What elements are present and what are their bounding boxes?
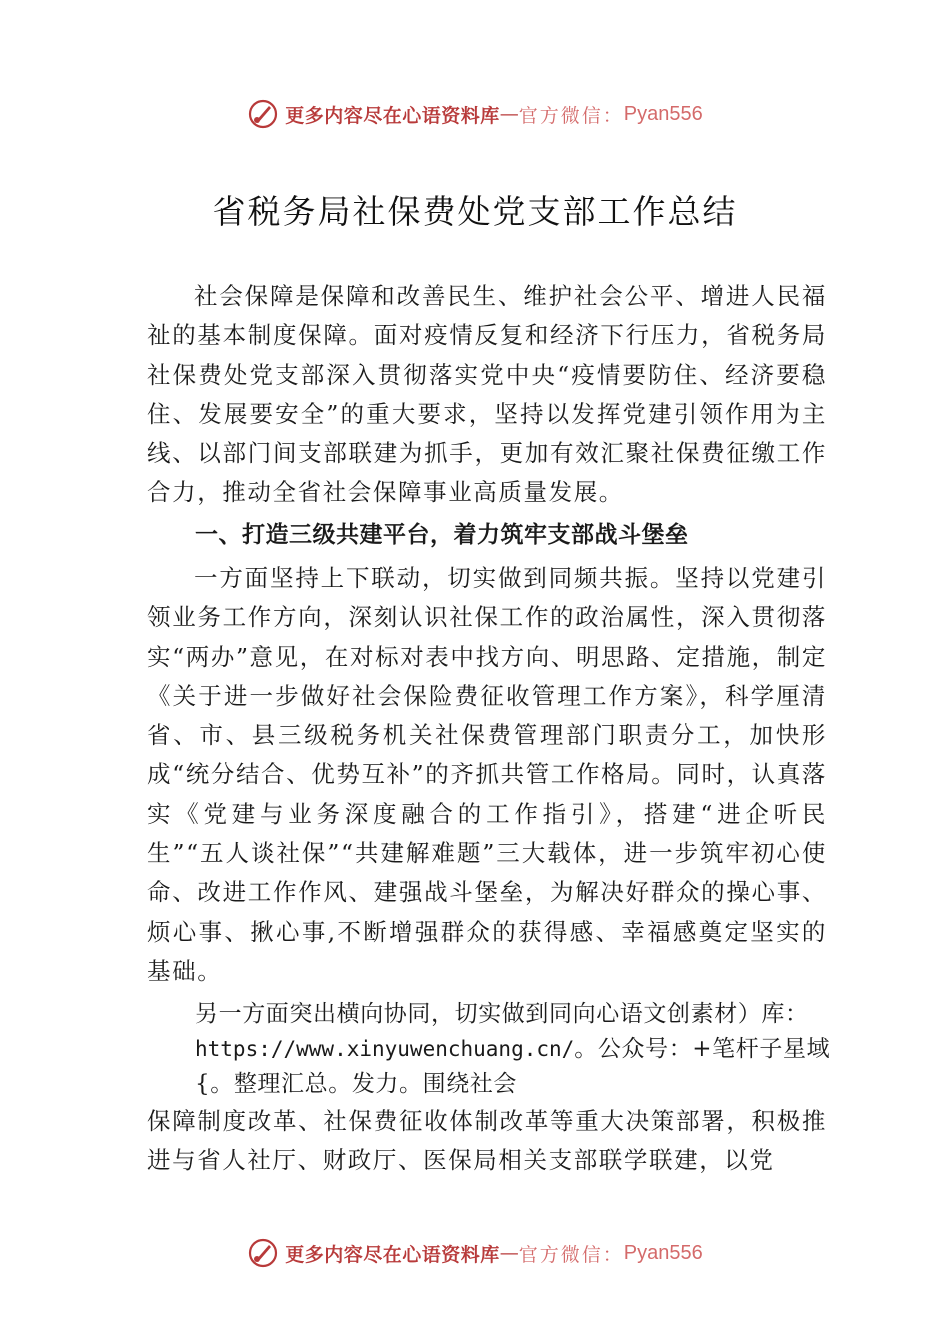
brush-seal-icon (247, 1237, 279, 1269)
footer-watermark-banner (0, 1233, 950, 1273)
paragraph-horizontal-prefix: 另一方面突出横向协同，切实做到同向心语文创素材）库： (195, 1001, 809, 1027)
paragraph-intro (147, 277, 827, 513)
banner-wechat-id: Pyan556 (623, 1241, 703, 1264)
banner-dash: — (499, 103, 519, 125)
paragraph-continuation (147, 1102, 827, 1181)
banner-dash: — (499, 1242, 519, 1264)
brush-seal-icon (247, 98, 279, 130)
section-heading-1: 一、打造三级共建平台，着力筑牢支部战斗堡垒 (195, 522, 689, 548)
paragraph-horizontal-coordination (195, 997, 855, 1102)
paragraph-continuation-text: 保障制度改革、社保费征收体制改革等重大决策部署，积极推进与省人社厅、财政厅、医保局相关支部联学联建，以党 (147, 1107, 827, 1175)
source-url-link[interactable]: https://www.xinyuwenchuang.cn/ (195, 1037, 575, 1061)
document-title: 省税务局社保费处党支部工作总结 (212, 192, 738, 231)
paragraph-horizontal-suffix: 。公众号：+笔杆子星域{。整理汇总。发力。围绕社会 (195, 1036, 831, 1097)
banner-main-text: 更多内容尽在心语资料库 (285, 1243, 500, 1266)
header-watermark-banner (0, 94, 950, 134)
paragraph-intro-text: 社会保障是保障和改善民生、维护社会公平、增进人民福祉的基本制度保障。面对疫情反复和经济下行压力，省税务局社保费处党支部深入贯彻落实党中央“疫情要防住、经济要稳住、发展要安全”的重大要求，坚持以发挥党建引领作用为主线、以部门间支部联建为抓手，更加有效汇聚社保费征缴工作合力，推动全省社会保障事业高质量发展。 (147, 282, 827, 507)
banner-wechat-label: 官方微信： (518, 1243, 624, 1266)
banner-wechat-id: Pyan556 (623, 102, 703, 125)
paragraph-vertical-linkage (147, 559, 827, 991)
banner-wechat-label: 官方微信： (518, 104, 624, 127)
banner-main-text: 更多内容尽在心语资料库 (285, 104, 500, 127)
paragraph-vertical-linkage-text: 一方面坚持上下联动，切实做到同频共振。坚持以党建引领业务工作方向，深刻认识社保工作的政治属性，深入贯彻落实“两办”意见，在对标对表中找方向、明思路、定措施，制定《关于进一步做好社会保险费征收管理工作方案》，科学厘清省、市、县三级税务机关社保费管理部门职责分工，加快形成“统分结合、优势互补”的齐抓共管工作格局。同时，认真落实《党建与业务深度融合的工作指引》，搭建“进企听民生”“五人谈社保”“共建解难题”三大载体，进一步筑牢初心使命、改进工作作风、建强战斗堡垒，为解决好群众的操心事、烦心事、揪心事,不断增强群众的获得感、幸福感奠定坚实的基础。 (147, 564, 827, 985)
